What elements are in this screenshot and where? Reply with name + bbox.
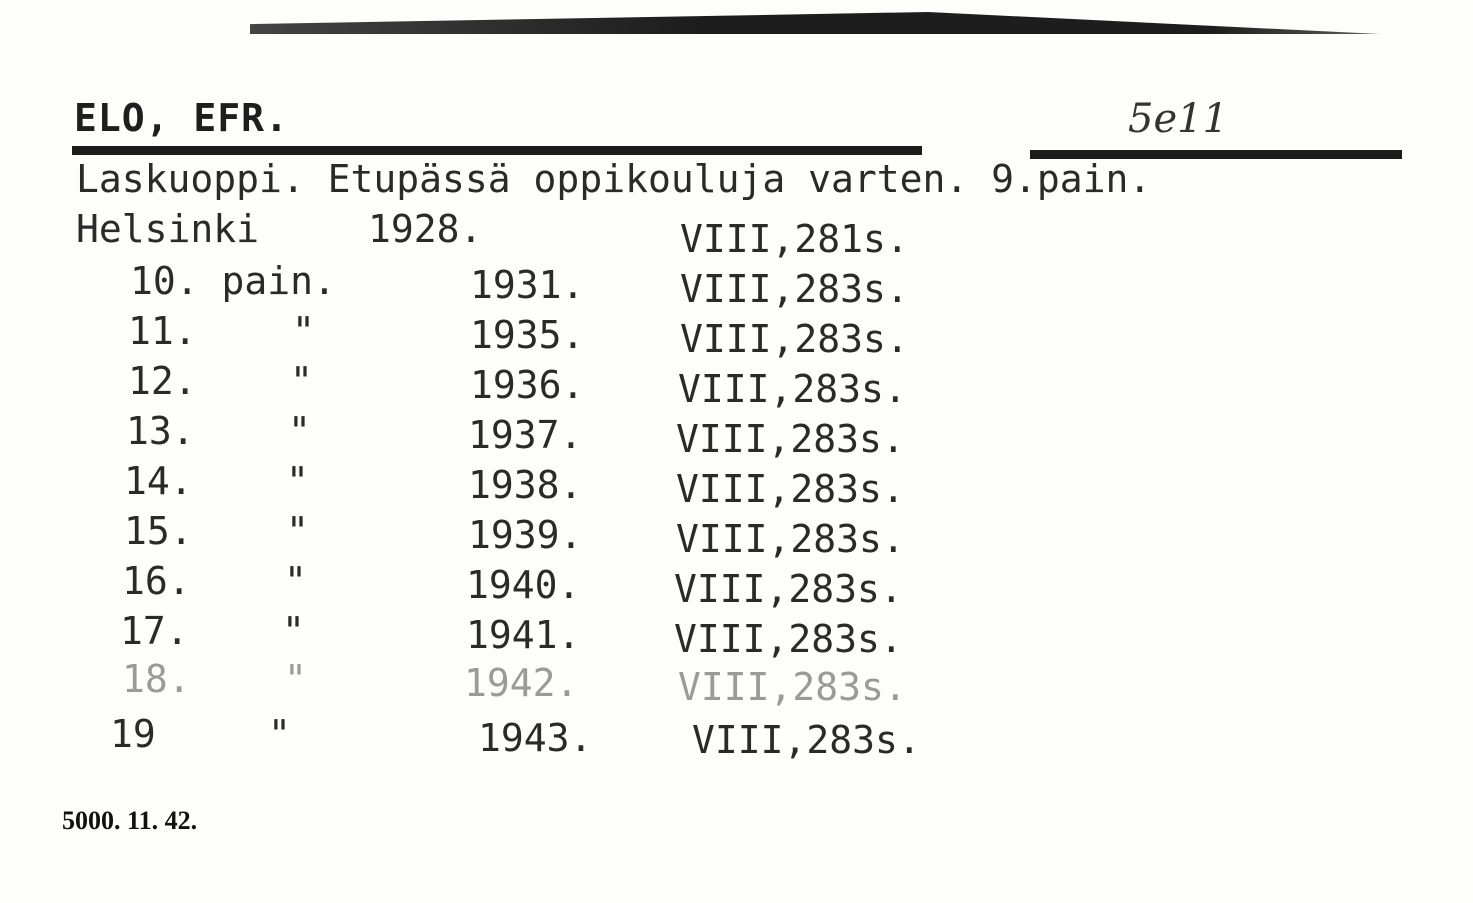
ditto-mark: " — [282, 609, 305, 653]
ditto-mark: " — [286, 509, 309, 553]
edition-pages: VIII,283s. — [680, 267, 909, 311]
edition-pages: VIII,283s. — [676, 417, 905, 461]
ditto-mark: " — [292, 309, 315, 353]
edition-number: 12. — [128, 359, 197, 403]
ditto-mark: " — [284, 657, 307, 701]
edition-number: 13. — [126, 409, 195, 453]
edition-number: 15. — [124, 509, 193, 553]
edition-year: 1937. — [468, 413, 583, 457]
publication-place: Helsinki — [76, 207, 260, 251]
ditto-mark: " — [284, 559, 307, 603]
ditto-mark: " — [290, 359, 313, 403]
edition-pages: VIII,283s. — [678, 367, 907, 411]
edition-number: 16. — [122, 559, 191, 603]
heading-underline-left — [72, 146, 922, 155]
edition-year: 1939. — [468, 513, 583, 557]
edition-year: 1943. — [478, 716, 593, 760]
edition-pages: VIII,283s. — [676, 467, 905, 511]
handwritten-classmark: 5e11 — [1128, 96, 1229, 142]
ditto-mark: " — [268, 712, 291, 756]
edition-pages: VIII,283s. — [680, 317, 909, 361]
print-run-footer: 5000. 11. 42. — [62, 806, 198, 835]
edition-pages: VIII,283s. — [678, 665, 907, 709]
edition-year: 1940. — [466, 563, 581, 607]
ditto-mark: " — [288, 409, 311, 453]
edition-year: 1935. — [470, 313, 585, 357]
edition-number: 14. — [124, 459, 193, 503]
author-heading: ELO, EFR. — [74, 96, 289, 140]
edition-year: 1931. — [470, 263, 585, 307]
edition-pages: VIII,283s. — [674, 617, 903, 661]
card-top-edge-shadow — [250, 12, 1380, 34]
edition-year: 1941. — [466, 613, 581, 657]
title-line: Laskuoppi. Etupässä oppikouluja varten. 9.pain. — [76, 157, 1152, 201]
edition-number: 18. — [122, 657, 191, 701]
edition-year: 1936. — [470, 363, 585, 407]
edition-number: 19 — [110, 712, 156, 756]
edition-pages: VIII,283s. — [692, 718, 921, 762]
edition-year: 1938. — [468, 463, 583, 507]
edition-pages: VIII,283s. — [676, 517, 905, 561]
edition-year: 1942. — [464, 661, 579, 705]
edition-number: 11. — [128, 309, 197, 353]
edition-pages: VIII,283s. — [674, 567, 903, 611]
ditto-mark: " — [286, 459, 309, 503]
publication-year: 1928. — [368, 207, 483, 251]
edition-number: 10. pain. — [130, 259, 336, 303]
edition-number: 17. — [120, 609, 189, 653]
publication-pages: VIII,281s. — [680, 217, 909, 261]
